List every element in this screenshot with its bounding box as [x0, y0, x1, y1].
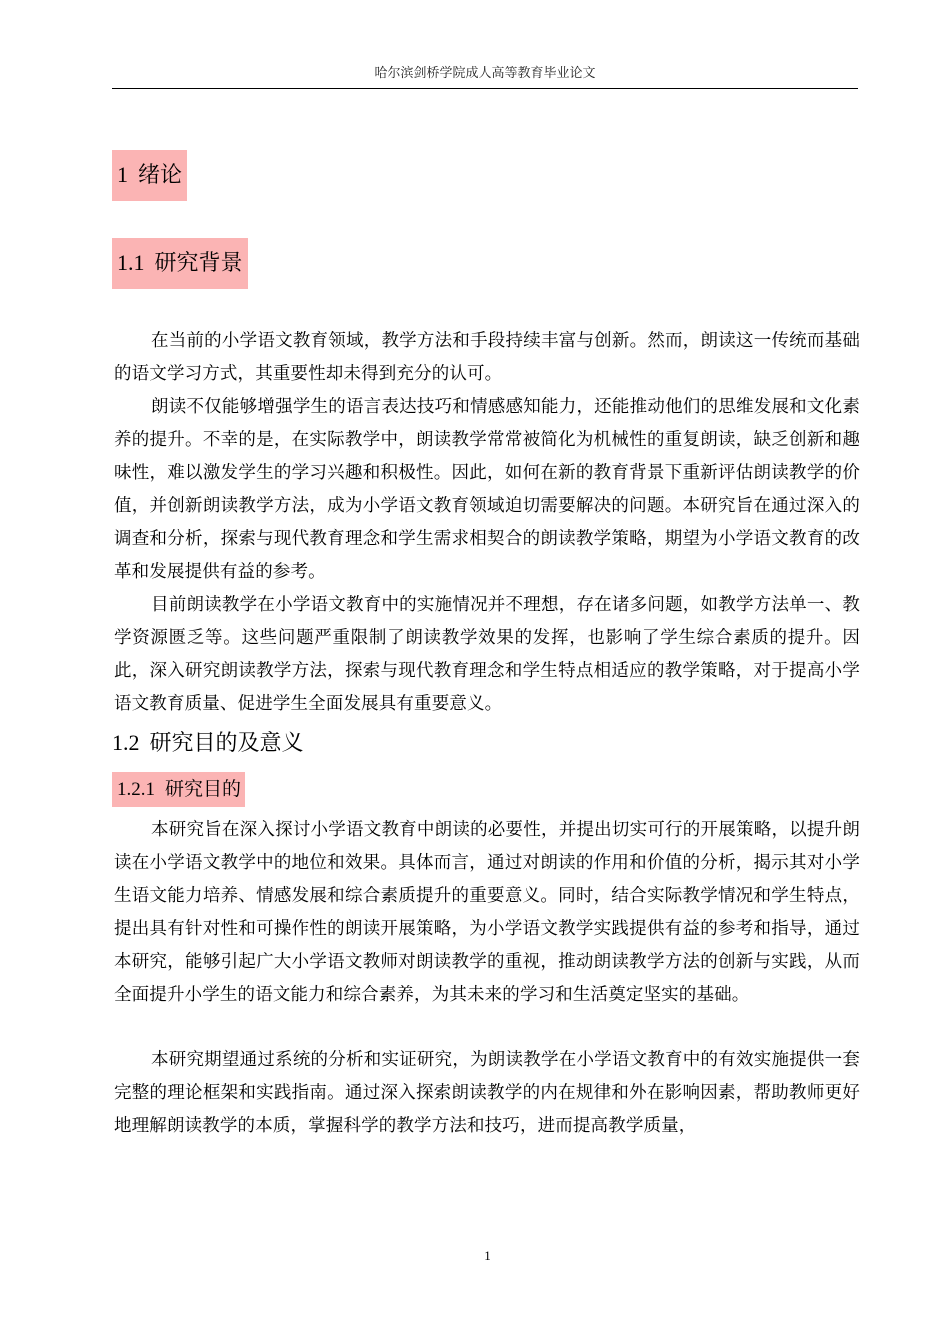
paragraph-1: 在当前的小学语文教育领域，教学方法和手段持续丰富与创新。然而，朗读这一传统而基础的语文学习方式，其重要性却未得到充分的认可。	[114, 331, 860, 384]
page-number: 1	[484, 1248, 491, 1263]
subsection-number: 1.2.1	[117, 779, 155, 800]
paragraph-2: 朗读不仅能够增强学生的语言表达技巧和情感感知能力，还能推动他们的思维发展和文化素养的提升。不幸的是，在实际教学中，朗读教学常常被简化为机械性的重复朗读，缺乏创新和趣味性，难以激发学生的学习兴趣和积极性。因此，如何在新的教育背景下重新评估朗读教学的价值，并创新朗读教学方法，成为小学语文教育领域迫切需要解决的问题。本研究旨在通过深入的调查和分析，探索与现代教育理念和学生需求相契合的朗读教学策略，期望为小学语文教育的改革和发展提供有益的参考。	[114, 397, 860, 582]
paragraph-5: 本研究期望通过系统的分析和实证研究，为朗读教学在小学语文教育中的有效实施提供一套完整的理论框架和实践指南。通过深入探索朗读教学的内在规律和外在影响因素，帮助教师更好地理解朗读教学的本质，掌握科学的教学方法和技巧，进而提高教学质量，	[114, 1050, 860, 1136]
chapter-heading	[112, 150, 187, 201]
section-title: 研究背景	[154, 251, 243, 276]
header-rule	[112, 88, 858, 89]
paragraph-3: 目前朗读教学在小学语文教育中的实施情况并不理想，存在诸多问题，如教学方法单一、教学资源匮乏等。这些问题严重限制了朗读教学效果的发挥，也影响了学生综合素质的提升。因此，深入研究朗读教学方法，探索与现代教育理念和学生特点相适应的教学策略，对于提高小学语文教育质量、促进学生全面发展具有重要意义。	[114, 595, 860, 714]
chapter-title: 绪论	[138, 163, 183, 188]
section-heading-1-1	[112, 238, 248, 289]
chapter-number: 1	[117, 162, 128, 187]
subsection-heading-1-2-1	[112, 772, 245, 807]
section-heading-1-2	[112, 728, 304, 759]
section-number: 1.2	[112, 730, 140, 755]
section-number: 1.1	[117, 250, 145, 275]
running-header: 哈尔滨剑桥学院成人高等教育毕业论文	[374, 66, 596, 81]
subsection-title: 研究目的	[165, 778, 242, 800]
paragraph-4: 本研究旨在深入探讨小学语文教育中朗读的必要性，并提出切实可行的开展策略，以提升朗读在小学语文教学中的地位和效果。具体而言，通过对朗读的作用和价值的分析，揭示其对小学生语文能力培养、情感发展和综合素质提升的重要意义。同时，结合实际教学情况和学生特点，提出具有针对性和可操作性的朗读开展策略，为小学语文教学实践提供有益的参考和指导，通过本研究，能够引起广大小学语文教师对朗读教学的重视，推动朗读教学方法的创新与实践，从而全面提升小学生的语文能力和综合素养，为其未来的学习和生活奠定坚实的基础。	[114, 820, 860, 1005]
section-title: 研究目的及意义	[149, 731, 304, 756]
